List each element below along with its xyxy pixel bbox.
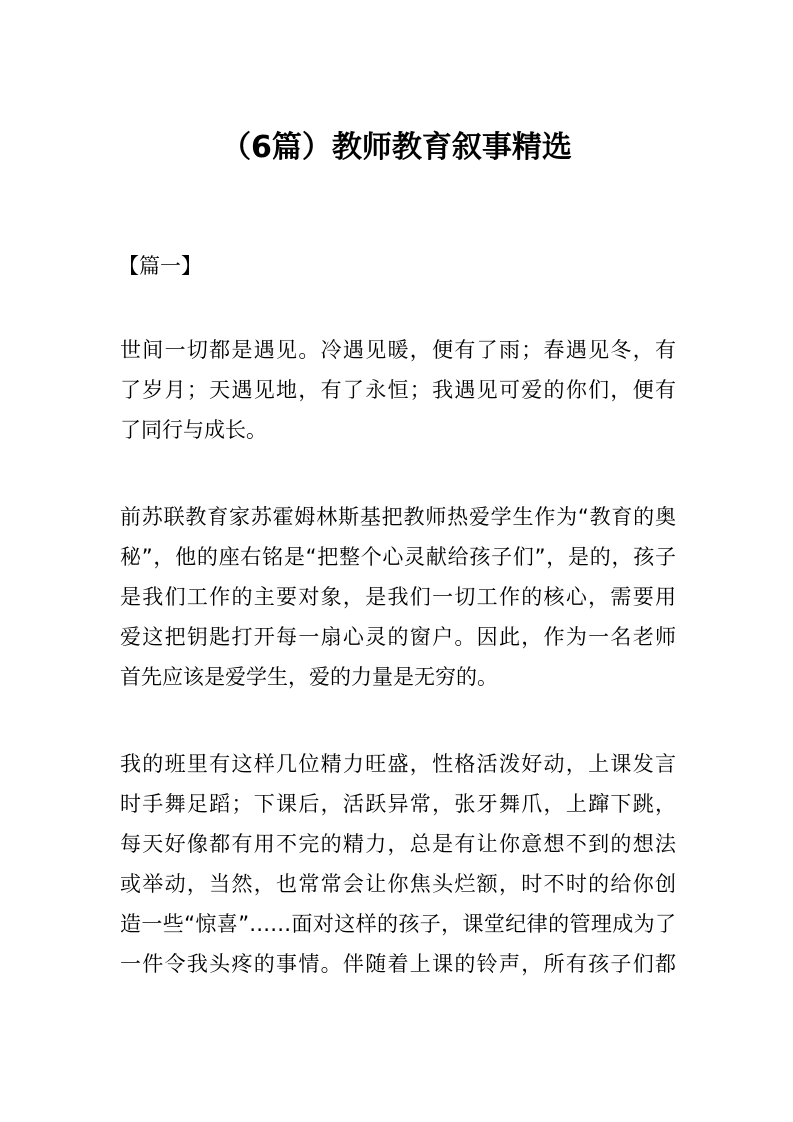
text-line: 了岁月；天遇见地，有了永恒；我遇见可爱的你们，便有 bbox=[120, 378, 676, 402]
text-line: 或举动，当然，也常常会让你焦头烂额，时不时的给你创 bbox=[120, 872, 676, 896]
paragraph-2 bbox=[120, 497, 676, 697]
text-line: 造一些“惊喜”……面对这样的孩子，课堂纪律的管理成为了 bbox=[120, 912, 676, 936]
text-line: 我的班里有这样几位精力旺盛，性格活泼好动，上课发言 bbox=[120, 752, 676, 776]
text-line: 首先应该是爱学生，爱的力量是无穷的。 bbox=[120, 665, 498, 689]
section-label: 【篇一】 bbox=[118, 254, 202, 278]
text-line: 世间一切都是遇见。冷遇见暖，便有了雨；春遇见冬，有 bbox=[120, 338, 676, 362]
text-line: 了同行与成长。 bbox=[120, 418, 267, 442]
text-line: 爱这把钥匙打开每一扇心灵的窗户。因此，作为一名老师 bbox=[120, 625, 676, 649]
paragraph-3 bbox=[120, 744, 676, 984]
paragraph-1 bbox=[120, 330, 676, 450]
text-line: 前苏联教育家苏霍姆林斯基把教师热爱学生作为“教育的奥 bbox=[120, 505, 676, 529]
document-title: （6篇）教师教育叙事精选 bbox=[221, 130, 572, 165]
text-line: 时手舞足蹈；下课后，活跃异常，张牙舞爪，上蹿下跳， bbox=[120, 792, 676, 816]
text-line: 是我们工作的主要对象，是我们一切工作的核心，需要用 bbox=[120, 585, 676, 609]
text-line: 每天好像都有用不完的精力，总是有让你意想不到的想法 bbox=[120, 832, 676, 856]
text-line: 一件令我头疼的事情。伴随着上课的铃声，所有孩子们都 bbox=[120, 952, 676, 976]
text-line: 秘”，他的座右铭是“把整个心灵献给孩子们”，是的，孩子 bbox=[120, 545, 676, 569]
